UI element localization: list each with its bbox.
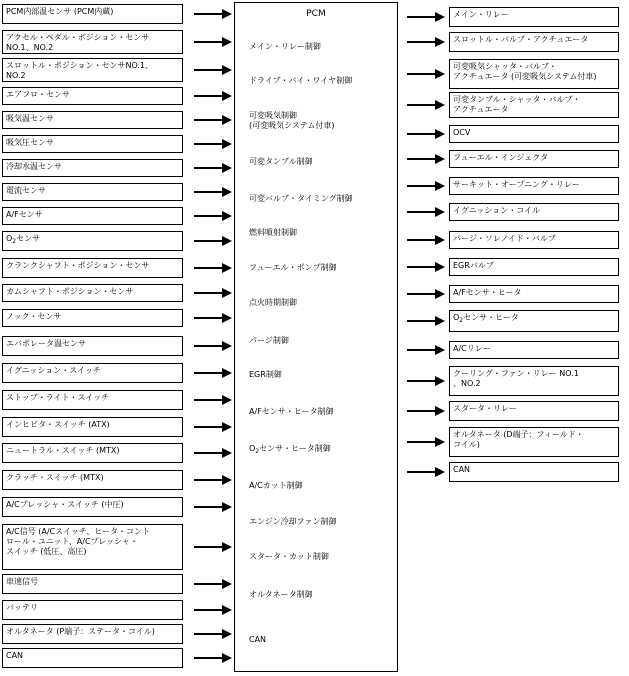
input-box: クランクシャフト・ポジション・センサ [2,258,183,278]
input-arrow [194,475,232,485]
input-arrow [194,313,232,323]
output-box: イグニッション・コイル [449,203,619,221]
input-arrow [194,91,232,101]
input-box: 電流センサ [2,183,183,201]
pcm-function: 可変吸気制御 (可変吸気システム付車) [249,111,335,130]
output-box: A/Fセンサ・ヒータ [449,285,619,303]
input-arrow [194,448,232,458]
output-box: パージ・ソレノイド・バルブ [449,231,619,249]
output-box: 可変吸気シャッタ・バルブ・ アクチュエータ (可変吸気システム付車) [449,59,619,89]
output-arrow [407,262,445,272]
output-arrow [407,129,445,139]
input-box: アクセル・ペダル・ポジション・センサ NO.1、NO.2 [2,30,183,54]
output-arrow [407,69,445,79]
input-arrow [194,163,232,173]
output-arrow [407,100,445,110]
output-box: サーキット・オープニング・リレー [449,177,619,195]
input-box: ニュートラル・スイッチ (MTX) [2,443,183,463]
pcm-function: メイン・リレー制御 [249,42,321,51]
output-arrow [407,467,445,477]
input-arrow [194,368,232,378]
input-box: ストップ・ライト・スイッチ [2,390,183,410]
input-box: A/C信号 (A/Cスイッチ、ヒータ・コント ロール・ユニット、A/Cプレッシャ・ スイッチ (低圧、高圧) [2,524,183,570]
input-arrow [194,187,232,197]
output-box: クーリング・ファン・リレー NO.1 、NO.2 [449,366,619,396]
output-box: EGRバルブ [449,258,619,276]
output-arrow [407,207,445,217]
pcm-function: 可変タンブル制御 [249,157,313,166]
input-box: 吸気温センサ [2,111,183,129]
output-arrow [407,235,445,245]
input-arrow [194,9,232,19]
pcm-function: A/Fセンサ・ヒータ制御 [249,407,334,416]
input-arrow [194,115,232,125]
pcm-function: 可変バルブ・タイミング制御 [249,194,353,203]
output-box: $O_2$センサ・ヒータ [449,310,619,332]
output-arrow [407,376,445,386]
output-arrow [407,437,445,447]
input-box: $O_2$センサ [2,231,183,251]
input-box: CAN [2,648,183,668]
input-box: クラッチ・スイッチ (MTX) [2,470,183,490]
pcm-function: 燃料噴射制御 [249,228,297,237]
output-arrow [407,406,445,416]
input-box: A/Fセンサ [2,207,183,225]
input-box: イグニッション・スイッチ [2,363,183,383]
input-box: 車速信号 [2,574,183,594]
output-box: オルタネータ (D端子：フィールド・ コイル) [449,427,619,457]
input-box: バッテリ [2,600,183,620]
input-arrow [194,211,232,221]
input-box: エバポレータ温センサ [2,336,183,356]
pcm-function: EGR制御 [249,370,282,379]
input-box: カムシャフト・ポジション・センサ [2,284,183,302]
output-box: OCV [449,125,619,143]
input-box: スロットル・ポジション・センサNO.1、 NO.2 [2,58,183,82]
output-box: フューエル・インジェクタ [449,150,619,168]
output-arrow [407,289,445,299]
input-arrow [194,502,232,512]
input-arrow [194,579,232,589]
input-box: インヒビタ・スイッチ (ATX) [2,417,183,437]
pcm-block [234,2,398,672]
output-arrow [407,181,445,191]
input-arrow [194,37,232,47]
pcm-function: スタータ・カット制御 [249,552,329,561]
input-box: A/Cプレッシャ・スイッチ (中圧) [2,497,183,517]
pcm-function: オルタネータ制御 [249,590,313,599]
input-arrow [194,263,232,273]
output-arrow [407,154,445,164]
input-arrow [194,605,232,615]
output-box: スロットル・バルブ・アクチュエータ [449,32,619,52]
input-arrow [194,65,232,75]
input-box: エアフロ・センサ [2,87,183,105]
output-arrow [407,316,445,326]
input-arrow [194,395,232,405]
pcm-function: CAN [249,635,267,644]
output-arrow [407,37,445,47]
pcm-function: フューエル・ポンプ制御 [249,263,337,272]
input-arrow [194,341,232,351]
pcm-function: 点火時期制御 [249,298,297,307]
input-box: 吸気圧センサ [2,135,183,153]
output-arrow [407,345,445,355]
output-box: 可変タンブル・シャッタ・バルブ・ アクチュエータ [449,92,619,118]
input-box: ノック・センサ [2,309,183,327]
pcm-function: $O_2$センサ・ヒータ制御 [249,444,331,455]
input-arrow [194,542,232,552]
pcm-title: PCM [306,9,326,19]
pcm-function: ドライブ・バイ・ワイヤ制御 [249,76,353,85]
output-box: CAN [449,462,619,482]
input-arrow [194,236,232,246]
output-box: スタータ・リレー [449,401,619,421]
input-arrow [194,422,232,432]
input-arrow [194,629,232,639]
output-box: A/Cリレー [449,341,619,359]
input-arrow [194,288,232,298]
pcm-function: A/Cカット制御 [249,481,303,490]
input-box: PCM内部温センサ (PCM内蔵) [2,4,183,24]
input-arrow [194,653,232,663]
input-box: 冷却水温センサ [2,159,183,177]
pcm-function: エンジン冷却ファン制御 [249,517,337,526]
output-box: メイン・リレー [449,7,619,27]
pcm-function: パージ制御 [249,336,289,345]
input-box: オルタネータ (P端子：ステータ・コイル) [2,624,183,644]
input-arrow [194,139,232,149]
output-arrow [407,12,445,22]
